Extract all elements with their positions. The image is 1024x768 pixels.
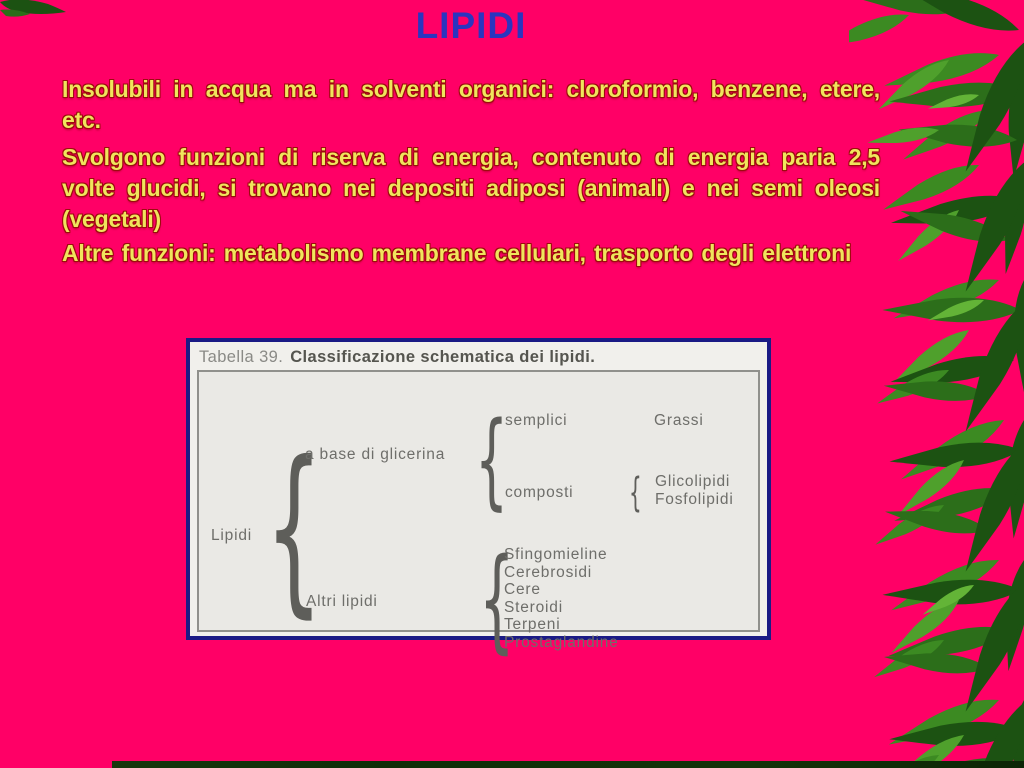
label-grassi: Grassi bbox=[654, 412, 704, 429]
bottom-border-strip bbox=[112, 761, 1024, 768]
tabella-caption-label: Tabella 39. bbox=[199, 348, 284, 366]
corner-leaf-decoration bbox=[0, 0, 70, 26]
brace-lipidi: { bbox=[265, 422, 323, 634]
altri-lipidi-items bbox=[504, 546, 619, 652]
label-a-base-di-glicerina: a base di glicerina bbox=[305, 446, 446, 463]
brace-glicerina: { bbox=[475, 399, 509, 521]
label-lipidi: Lipidi bbox=[211, 527, 252, 544]
tabella-caption-title: Classificazione schematica dei lipidi. bbox=[290, 348, 596, 366]
label-composti: composti bbox=[505, 484, 574, 501]
page-title: LIPIDI bbox=[415, 5, 527, 46]
tabella-caption bbox=[199, 348, 595, 367]
tabella-39-box bbox=[186, 338, 771, 665]
label-terpeni: Terpeni bbox=[504, 616, 561, 634]
label-semplici: semplici bbox=[505, 412, 568, 429]
body-paragraph-other-functions: Altre funzioni: metabolismo membrane cellulari, trasporto degli elettroni bbox=[62, 240, 852, 266]
label-steroidi: Steroidi bbox=[504, 598, 563, 616]
label-prostaglandine: Prostaglandine bbox=[504, 633, 619, 651]
brace-composti: { bbox=[629, 470, 642, 516]
brace-altri-lipidi: { bbox=[479, 535, 515, 665]
label-fosfolipidi: Fosfolipidi bbox=[655, 491, 734, 508]
label-sfingomieline: Sfingomieline bbox=[504, 546, 608, 563]
bamboo-leaves-decoration bbox=[849, 0, 1024, 768]
body-paragraph-solubility: Insolubili in acqua ma in solventi organici: cloroformio, benzene, etere, etc. bbox=[62, 76, 880, 133]
label-glicolipidi: Glicolipidi bbox=[655, 473, 731, 490]
label-altri-lipidi: Altri lipidi bbox=[306, 593, 378, 610]
label-cerebrosidi: Cerebrosidi bbox=[504, 563, 593, 581]
body-paragraph-functions: Svolgono funzioni di riserva di energia, contenuto di energia paria 2,5 volte glucidi, si trovano nei depositi adiposi (animali) e nei semi oleosi (vegetali) bbox=[62, 144, 880, 232]
classification-diagram bbox=[197, 370, 760, 665]
composti-items bbox=[655, 473, 734, 509]
label-cere: Cere bbox=[504, 581, 541, 599]
